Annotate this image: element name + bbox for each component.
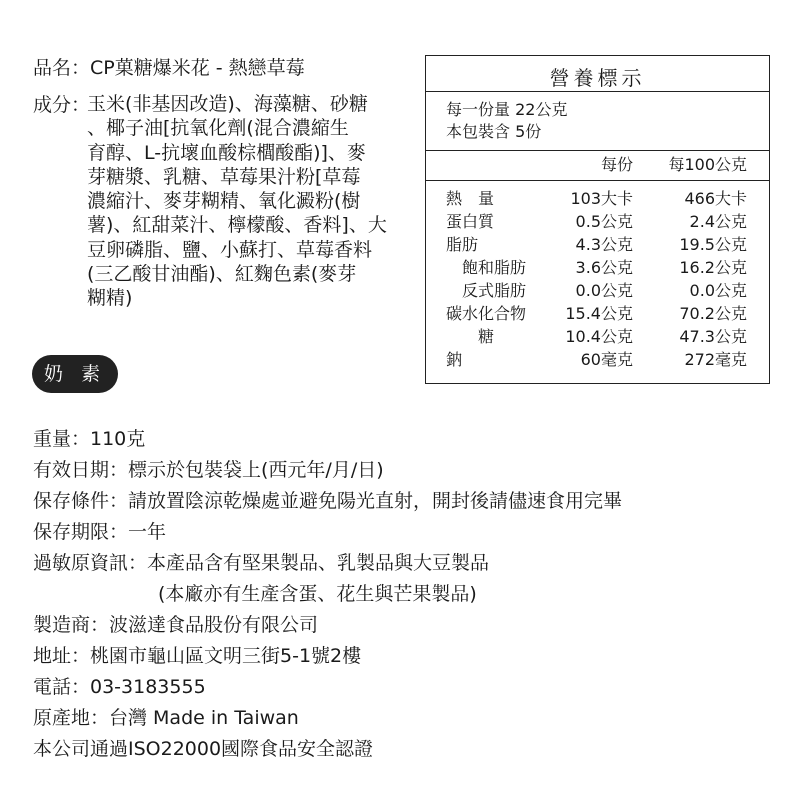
- nutrient-per-100g: 70.2公克: [679, 304, 747, 323]
- product-name: [33, 55, 305, 81]
- address: 地址：桃園市龜山區文明三街5-1號2樓: [33, 645, 362, 667]
- column-header-per-100g: 每100公克: [668, 155, 747, 174]
- ingredients-line: 豆卵磷脂、鹽、小蘇打、草莓香料: [87, 238, 373, 261]
- nutrient-name: 熱 量: [446, 189, 495, 208]
- ingredients-line: 玉米(非基因改造)、海藻糖、砂糖: [87, 93, 368, 115]
- expiry-date: 有效日期：標示於包裝袋上(西元年/月/日): [33, 459, 384, 481]
- divider: [426, 180, 769, 181]
- nutrient-name: 碳水化合物: [446, 304, 527, 323]
- weight: 重量：110克: [33, 428, 146, 450]
- country-of-origin: 原產地：台灣 Made in Taiwan: [33, 707, 299, 729]
- nutrient-per-serving: 3.6公克: [575, 258, 633, 277]
- nutrient-per-serving: 10.4公克: [565, 327, 633, 346]
- ingredients-label: 成分：: [33, 94, 91, 116]
- storage-conditions: 保存條件：請放置陰涼乾燥處並避免陽光直射，開封後請儘速食用完畢: [33, 490, 623, 512]
- nutrient-per-100g: 19.5公克: [679, 235, 747, 254]
- nutrient-per-100g: 272毫克: [684, 350, 747, 369]
- ingredients-line: 糊精): [87, 287, 133, 310]
- product-info: [33, 424, 622, 765]
- nutrient-name: 蛋白質: [446, 212, 495, 231]
- nutrition-facts-table: [425, 55, 770, 384]
- nutrient-per-serving: 103大卡: [570, 189, 633, 208]
- nutrient-per-serving: 4.3公克: [575, 235, 633, 254]
- ingredients-line: (三乙酸甘油酯)、紅麴色素(麥芽: [87, 263, 357, 286]
- certification: 本公司通過ISO22000國際食品安全認證: [33, 738, 374, 760]
- nutrition-title: 營養標示: [549, 66, 646, 90]
- nutrient-per-100g: 47.3公克: [679, 327, 747, 346]
- nutrient-per-100g: 16.2公克: [679, 258, 747, 277]
- nutrient-name: 鈉: [446, 350, 463, 369]
- divider: [426, 91, 769, 92]
- ingredients-line: 育醇、L-抗壞血酸棕櫚酸酯)]、麥: [87, 141, 366, 164]
- nutrient-per-serving: 15.4公克: [565, 304, 633, 323]
- nutrient-per-100g: 2.4公克: [689, 212, 747, 231]
- divider: [426, 150, 769, 151]
- nutrient-name: 飽和脂肪: [446, 258, 527, 277]
- ingredients-line: 薯)、紅甜菜汁、檸檬酸、香料]、大: [87, 214, 387, 237]
- ingredients-line: 、椰子油[抗氧化劑(混合濃縮生: [87, 117, 349, 140]
- column-header-per-serving: 每份: [600, 155, 633, 174]
- phone: 電話：03-3183555: [33, 676, 206, 698]
- nutrient-name: 脂肪: [446, 235, 479, 254]
- nutrient-per-serving: 0.5公克: [575, 212, 633, 231]
- ingredients-text: [87, 92, 387, 311]
- ingredients-line: 濃縮汁、麥芽糊精、氧化澱粉(樹: [87, 190, 361, 213]
- nutrient-name: 反式脂肪: [446, 281, 527, 300]
- manufacturer: 製造商：波滋達食品股份有限公司: [33, 614, 319, 636]
- nutrient-name: 糖: [446, 327, 495, 346]
- shelf-life: 保存期限：一年: [33, 521, 167, 543]
- allergen-info: 過敏原資訊：本產品含有堅果製品、乳製品與大豆製品: [33, 552, 490, 574]
- nutrient-per-100g: 466大卡: [684, 189, 747, 208]
- nutrient-per-100g: 0.0公克: [689, 281, 747, 300]
- dairy-vegetarian-badge: 奶 素: [32, 355, 118, 393]
- allergen-note: (本廠亦有生產含蛋、花生與芒果製品): [158, 583, 477, 605]
- product-name-label: 品名：: [33, 57, 91, 79]
- nutrient-per-serving: 60毫克: [580, 350, 633, 369]
- nutrient-per-serving: 0.0公克: [575, 281, 633, 300]
- serving-size: 每一份量 22公克: [446, 100, 568, 119]
- servings-per-package: 本包裝含 5份: [446, 122, 542, 141]
- product-name-value: CP菓糖爆米花 - 熱戀草莓: [90, 57, 305, 79]
- ingredients-line: 芽糖漿、乳糖、草莓果汁粉[草莓: [87, 165, 361, 188]
